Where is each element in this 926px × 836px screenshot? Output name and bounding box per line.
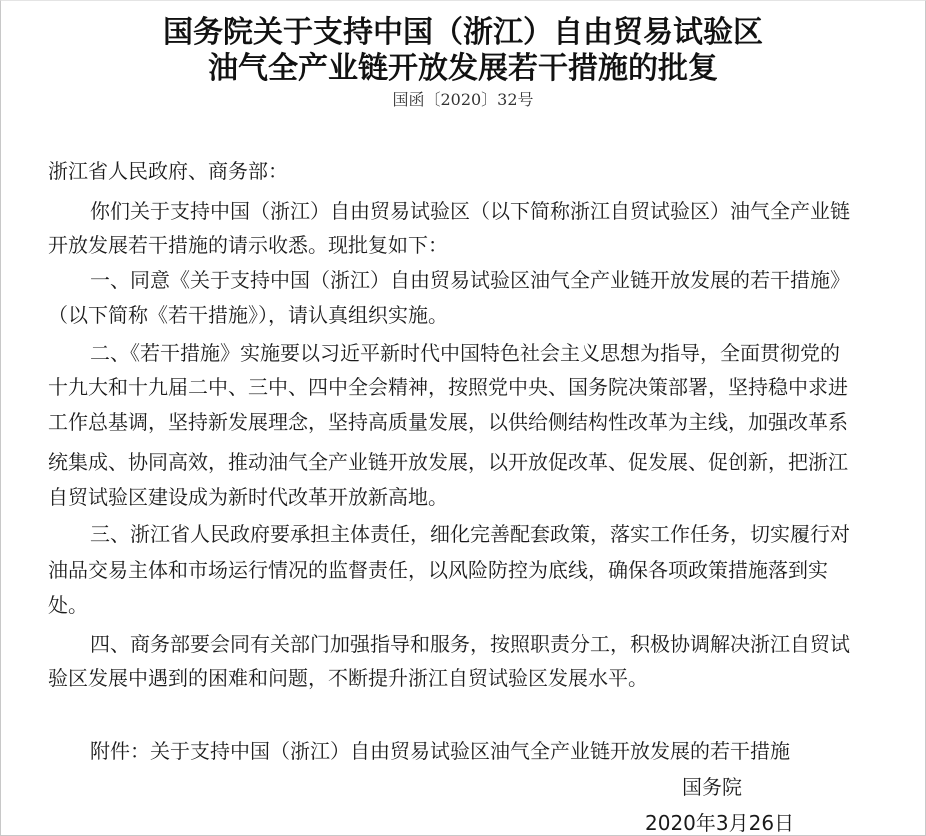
body-line: 油品交易主体和市场运行情况的监督责任，以风险防控为底线，确保各项政策措施落到实 xyxy=(48,558,828,582)
document-number: 国函〔2020〕32号 xyxy=(392,90,534,109)
body-line: 验区发展中遇到的困难和问题，不断提升浙江自贸试验区发展水平。 xyxy=(48,666,648,690)
salutation: 浙江省人民政府、商务部： xyxy=(48,159,288,183)
body-line: 处。 xyxy=(48,593,88,617)
body-line: 一、同意《关于支持中国（浙江）自由贸易试验区油气全产业链开放发展的若干措施》 xyxy=(90,268,850,292)
body-line: 统集成、协同高效，推动油气全产业链开放发展，以开放促改革、促发展、促创新，把浙江 xyxy=(48,450,848,474)
issuer-signature: 国务院 xyxy=(682,775,742,799)
body-line: （以下简称《若干措施》），请认真组织实施。 xyxy=(48,303,448,327)
body-line: 你们关于支持中国（浙江）自由贸易试验区（以下简称浙江自贸试验区）油气全产业链 xyxy=(90,199,850,223)
attachment-note: 附件：关于支持中国（浙江）自由贸易试验区油气全产业链开放发展的若干措施 xyxy=(90,739,790,763)
body-line: 自贸试验区建设成为新时代改革开放新高地。 xyxy=(48,485,448,509)
body-line: 十九大和十九届二中、三中、四中全会精神，按照党中央、国务院决策部署，坚持稳中求进 xyxy=(48,375,848,399)
document-title-line-1: 国务院关于支持中国（浙江）自由贸易试验区 xyxy=(163,15,763,50)
issue-date: 2020年3月26日 xyxy=(645,811,795,835)
body-line: 工作总基调，坚持新发展理念，坚持高质量发展，以供给侧结构性改革为主线，加强改革系 xyxy=(48,410,848,434)
body-line: 四、商务部要会同有关部门加强指导和服务，按照职责分工，积极协调解决浙江自贸试 xyxy=(90,632,850,656)
body-line: 二、《若干措施》实施要以习近平新时代中国特色社会主义思想为指导，全面贯彻党的 xyxy=(90,341,840,365)
body-line: 三、浙江省人民政府要承担主体责任，细化完善配套政策，落实工作任务，切实履行对 xyxy=(90,522,850,546)
body-line: 开放发展若干措施的请示收悉。现批复如下： xyxy=(48,233,448,257)
document-title-line-2: 油气全产业链开放发展若干措施的批复 xyxy=(208,51,718,86)
